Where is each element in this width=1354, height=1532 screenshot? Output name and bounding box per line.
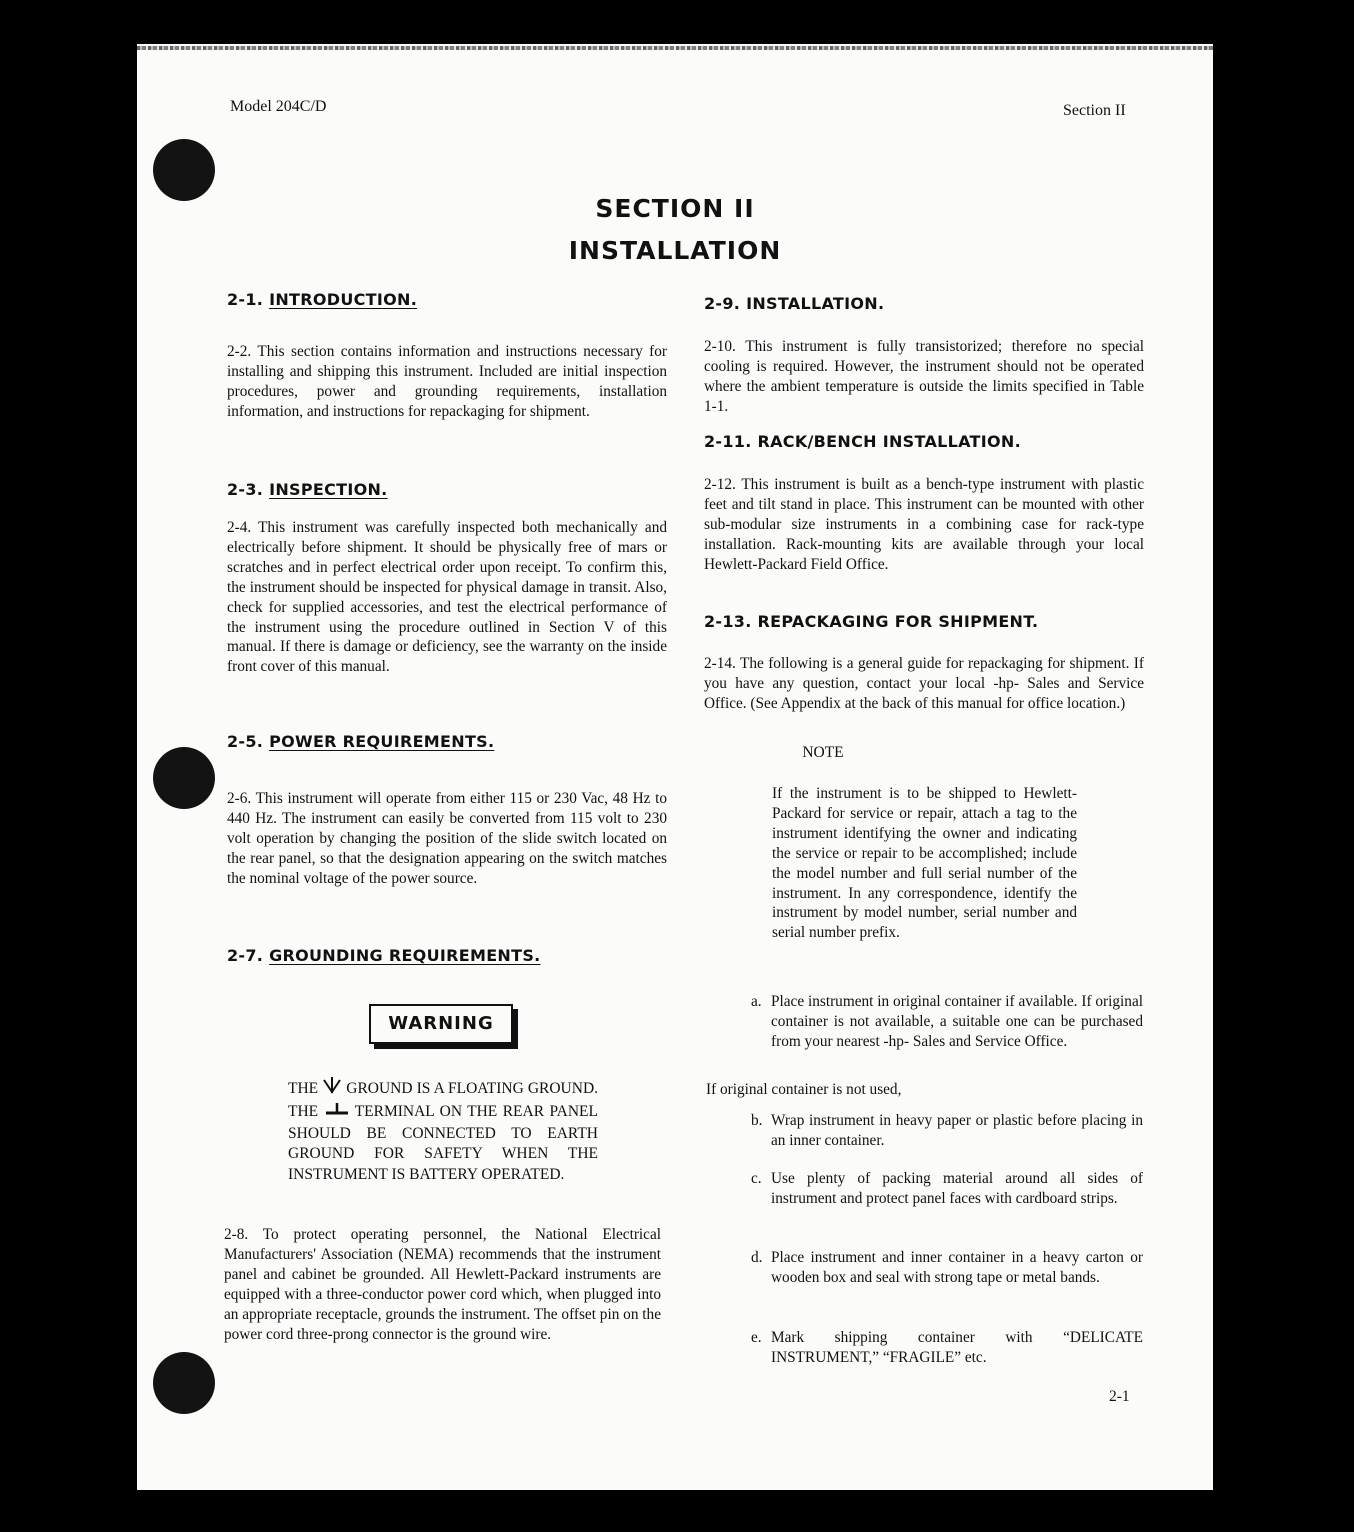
header-model: Model 204C/D [230,98,327,115]
section-subtitle: INSTALLATION [568,236,782,265]
header-section: Section II [1063,102,1126,119]
earth-ground-icon [324,1101,350,1123]
page-number: 2-1 [1109,1388,1130,1405]
warning-text: THE GROUND IS A FLOATING GROUND. THE TERMINAL ON THE REAR PANEL SHOULD BE CONNECTED TO EARTH GROUND FOR SAFETY WHEN THE INSTRUMENT IS BATTERY OPERATED. [288,1077,598,1185]
warning-box: WARNING [369,1004,513,1044]
heading-2-5: 2-5. POWER REQUIREMENTS. [227,732,495,751]
list-item-d: d. Place instrument and inner container in a heavy carton or wooden box and seal with strong tape or metal bands. [751,1249,1143,1286]
paragraph-2-8: 2-8. To protect operating personnel, the National Electrical Manufacturers' Association (NEMA) recommends that the instrument panel and cabinet be grounded. All Hewlett-Packard instruments are equipped with a three-conductor power cord which, when plugged into an appropriate receptacle, grounds the instrument. The offset pin on the power cord three-prong connector is the ground wire. [224,1226,661,1343]
if-not-used-text: If original container is not used, [706,1081,902,1098]
heading-2-11: 2-11. RACK/BENCH INSTALLATION. [704,432,1021,451]
list-item-a: a. Place instrument in original container if available. If original container is not available, a suitable one can be purchased from your nearest -hp- Sales and Service Office. [751,993,1143,1050]
binder-hole-bottom [153,1352,215,1414]
list-item-e: e. Mark shipping container with “DELICATE INSTRUMENT,” “FRAGILE” etc. [751,1329,1143,1366]
paragraph-2-4: 2-4. This instrument was carefully inspected both mechanically and electrically before shipment. It should be physically free of mars or scratches and in perfect electrical order upon receipt. To confirm this, the instrument should be inspected for physical damage in transit. Also, check for supplied accessories, and test the electrical performance of the instrument using the procedure outlined in Section V of this manual. If there is damage or deficiency, see the warranty on the inside front cover of this manual. [227,519,667,676]
chassis-ground-icon [322,1077,342,1101]
scan-top-edge [137,46,1213,50]
heading-2-7: 2-7. GROUNDING REQUIREMENTS. [227,946,541,965]
paragraph-2-10: 2-10. This instrument is fully transistorized; therefore no special cooling is required. However, the instrument should not be operated where the ambient temperature is outside the limits specified in Table 1-1. [704,338,1144,415]
paragraph-2-6: 2-6. This instrument will operate from either 115 or 230 Vac, 48 Hz to 440 Hz. The instrument can easily be converted from 115 volt to 230 volt operation by changing the position of the slide switch located on the rear panel, so that the designation appearing on the switch matches the nominal voltage of the power source. [227,790,667,887]
manual-page [137,44,1213,1490]
heading-2-1: 2-1. INTRODUCTION. [227,290,418,309]
note-text: If the instrument is to be shipped to Hewlett-Packard for service or repair, attach a tag to the instrument identifying the owner and indicating the service or repair to be accomplished; include the model number and full serial number of the instrument. In any correspondence, identify the instrument by model number, serial number and serial number prefix. [772,785,1077,942]
list-item-c: c. Use plenty of packing material around all sides of instrument and protect panel faces with cardboard strips. [751,1170,1143,1207]
note-title: NOTE [802,744,844,761]
heading-2-13: 2-13. REPACKAGING FOR SHIPMENT. [704,612,1039,631]
heading-2-9: 2-9. INSTALLATION. [704,294,885,313]
paragraph-2-12: 2-12. This instrument is built as a bench-type instrument with plastic feet and tilt stand in place. This instrument can be mounted with other sub-modular size instruments in a combining case for rack-type installation. Rack-mounting kits are available through your local Hewlett-Packard Field Office. [704,476,1144,573]
section-title: SECTION II [595,194,755,223]
binder-hole-middle [153,747,215,809]
binder-hole-top [153,139,215,201]
paragraph-2-2: 2-2. This section contains information and instructions necessary for installing and shipping this instrument. Included are initial inspection procedures, power and grounding requirements, installation information, and instructions for repackaging for shipment. [227,343,667,420]
list-item-b: b. Wrap instrument in heavy paper or plastic before placing in an inner container. [751,1112,1143,1149]
heading-2-3: 2-3. INSPECTION. [227,480,388,499]
paragraph-2-14: 2-14. The following is a general guide for repackaging for shipment. If you have any question, contact your local -hp- Sales and Service Office. (See Appendix at the back of this manual for office location.) [704,655,1144,712]
